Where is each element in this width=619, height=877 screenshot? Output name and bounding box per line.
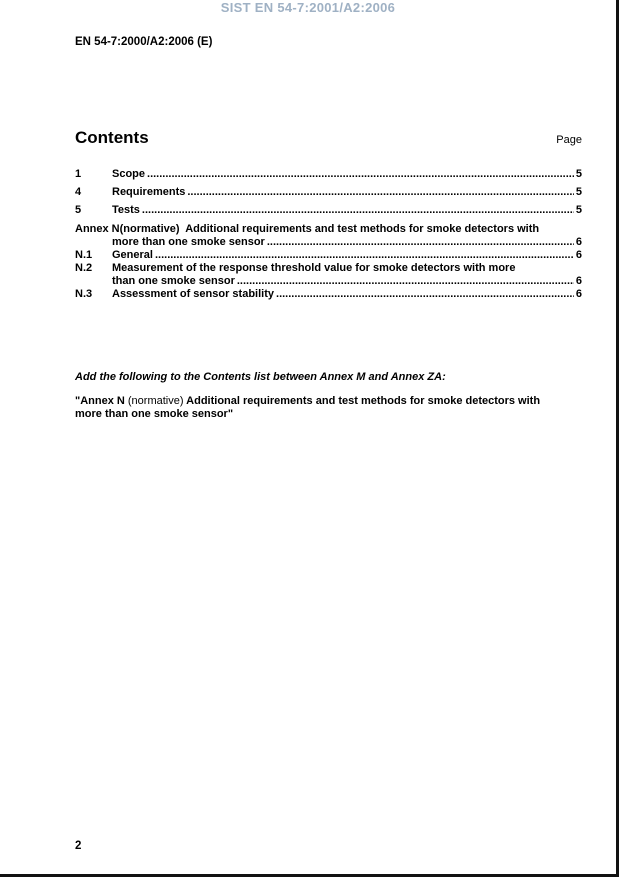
toc-entry-title: more than one smoke sensor — [112, 236, 265, 248]
quote-normative-label: (normative) — [127, 395, 184, 407]
page-column-label: Page — [556, 134, 582, 146]
toc-entry-number: N.2 — [75, 262, 93, 274]
table-of-contents — [75, 168, 582, 301]
amendment-instruction: Add the following to the Contents list between Annex M and Annex ZA: — [75, 371, 446, 383]
toc-entry-page: 5 — [575, 204, 582, 216]
toc-entry — [75, 262, 582, 275]
toc-entry-number: N.1 — [75, 249, 93, 261]
sist-watermark: SIST EN 54-7:2001/A2:2006 — [220, 0, 396, 15]
amendment-quote — [75, 395, 555, 421]
contents-title: Contents — [75, 128, 149, 147]
toc-dot-leader — [237, 275, 574, 288]
toc-entry — [75, 186, 582, 199]
toc-entry-number: 5 — [75, 204, 82, 216]
toc-entry-page: 6 — [575, 275, 582, 287]
toc-entry-title: Requirements — [112, 186, 186, 198]
toc-dot-leader — [155, 249, 574, 262]
toc-dot-leader — [187, 186, 574, 199]
toc-entry-title: than one smoke sensor — [112, 275, 235, 287]
toc-entry — [75, 249, 582, 262]
toc-entry-page: 6 — [575, 249, 582, 261]
toc-entry — [75, 168, 582, 181]
contents-header — [75, 128, 582, 148]
toc-entry-title: Tests — [112, 204, 140, 216]
toc-entry-number: Annex N — [75, 223, 120, 235]
toc-entry — [75, 223, 582, 236]
toc-entry-title: (normative) Additional requirements and test methods for smoke detectors with — [119, 223, 540, 235]
amendment-note — [75, 371, 582, 421]
toc-entry-page: 6 — [575, 288, 582, 300]
toc-dot-leader — [276, 288, 574, 301]
toc-entry-continuation — [75, 236, 582, 249]
toc-entry-number: N.3 — [75, 288, 93, 300]
toc-entry-title: Measurement of the response threshold value for smoke detectors with more — [112, 262, 516, 274]
toc-entry-title: General — [112, 249, 153, 261]
document-number: EN 54-7:2000/A2:2006 (E) — [75, 36, 213, 48]
quote-text-start: "Annex N — [75, 395, 128, 407]
page-number: 2 — [75, 840, 82, 852]
toc-dot-leader — [142, 204, 574, 217]
toc-entry-title: Assessment of sensor stability — [112, 288, 275, 300]
toc-entry-continuation — [75, 275, 582, 288]
toc-entry — [75, 288, 582, 301]
toc-entry-title: Scope — [112, 168, 146, 180]
toc-entry-page: 5 — [575, 186, 582, 198]
toc-entry-page: 5 — [575, 168, 582, 180]
toc-entry-number: 4 — [75, 186, 82, 198]
quote-text-end: Additional requirements and test methods for smoke detectors with more than one smoke sensor" — [75, 395, 541, 420]
toc-entry — [75, 204, 582, 217]
toc-entry-page: 6 — [575, 236, 582, 248]
toc-dot-leader — [267, 236, 574, 249]
toc-dot-leader — [147, 168, 574, 181]
toc-entry-number: 1 — [75, 168, 82, 180]
